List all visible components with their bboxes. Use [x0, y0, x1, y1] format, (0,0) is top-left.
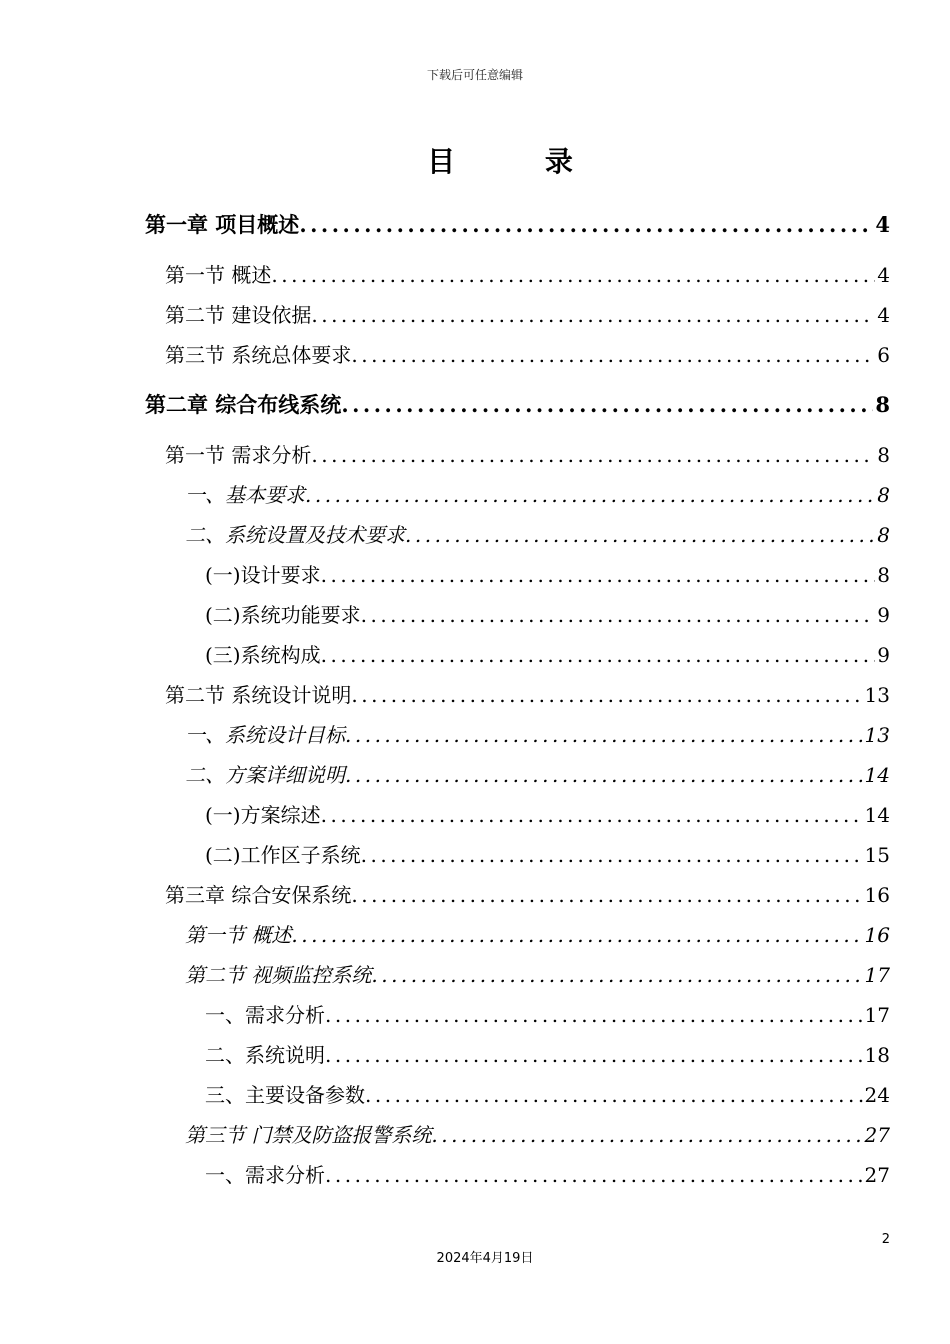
toc-entry[interactable]	[185, 1121, 890, 1149]
toc-leader-dots	[431, 1121, 862, 1149]
toc-entry-page: 27	[864, 1123, 890, 1147]
toc-leader-dots	[365, 1081, 863, 1109]
toc-leader-dots	[311, 301, 875, 329]
toc-entry-label: 三、主要设备参数	[205, 1083, 365, 1107]
toc-leader-dots	[291, 921, 862, 949]
toc-entry[interactable]	[205, 601, 890, 629]
toc-entry[interactable]	[185, 921, 890, 949]
toc-entry[interactable]	[165, 301, 890, 329]
toc-leader-dots	[321, 561, 876, 589]
toc-entry-page: 4	[877, 303, 890, 327]
toc-entry[interactable]	[205, 1001, 890, 1029]
toc-entry[interactable]	[205, 1081, 890, 1109]
toc-entry-label: 第三节 门禁及防盗报警系统	[185, 1123, 432, 1147]
toc-entry-page: 17	[864, 1003, 890, 1027]
toc-leader-dots	[299, 211, 873, 239]
toc-entry-page: 16	[864, 883, 890, 907]
toc-entry-label: 第一章 项目概述	[145, 212, 300, 237]
toc-leader-dots	[325, 1161, 863, 1189]
toc-entry-page: 9	[877, 643, 890, 667]
toc-leader-dots	[351, 681, 862, 709]
toc-entry-page: 16	[864, 923, 890, 947]
toc-entry[interactable]	[205, 1041, 890, 1069]
toc-entry-page: 4	[875, 212, 890, 237]
toc-entry-label: 第一节 概述	[165, 263, 272, 287]
toc-entry-label: 第二节 建设依据	[165, 303, 312, 327]
toc-leader-dots	[325, 1001, 863, 1029]
toc-entry[interactable]	[165, 881, 890, 909]
toc-entry-label: (三)系统构成	[205, 643, 321, 667]
toc-entry[interactable]	[185, 521, 890, 549]
toc-entry-label: 一、基本要求	[185, 483, 305, 507]
toc-entry-page: 14	[864, 763, 890, 787]
toc-entry-label: 一、系统设计目标	[185, 723, 345, 747]
toc-entry-label: (一)设计要求	[205, 563, 321, 587]
toc-leader-dots	[325, 1041, 863, 1069]
toc-entry-page: 8	[875, 392, 890, 417]
toc-entry-label: 二、系统说明	[205, 1043, 325, 1067]
toc-leader-dots	[351, 881, 862, 909]
toc-leader-dots	[345, 721, 863, 749]
toc-entry-page: 13	[864, 723, 890, 747]
toc-entry[interactable]	[165, 261, 890, 289]
toc-entry-label: 第二节 系统设计说明	[165, 683, 352, 707]
toc-entry-page: 6	[877, 343, 890, 367]
toc-leader-dots	[405, 521, 875, 549]
toc-entry[interactable]	[165, 681, 890, 709]
toc-entry-label: 二、方案详细说明	[185, 763, 345, 787]
toc-entry[interactable]	[165, 341, 890, 369]
toc-entry[interactable]	[205, 841, 890, 869]
toc-entry[interactable]	[205, 641, 890, 669]
toc-entry-page: 8	[877, 483, 890, 507]
toc-entry[interactable]	[145, 211, 890, 239]
toc-entry-page: 13	[864, 683, 890, 707]
toc-leader-dots	[351, 341, 875, 369]
toc-leader-dots	[321, 801, 863, 829]
toc-entry-page: 9	[877, 603, 890, 627]
page-number: 2	[881, 1232, 890, 1247]
toc-entry-page: 17	[864, 963, 890, 987]
toc-leader-dots	[361, 841, 863, 869]
toc-entry-label: (二)系统功能要求	[205, 603, 361, 627]
toc-entry[interactable]	[145, 391, 890, 419]
toc-leader-dots	[321, 641, 876, 669]
toc-entry-label: 第三节 系统总体要求	[165, 343, 352, 367]
toc-entry-label: 第二节 视频监控系统	[185, 963, 372, 987]
toc-leader-dots	[361, 601, 876, 629]
footer-date: 2024年4月19日	[436, 1251, 534, 1266]
toc-entry-label: 二、系统设置及技术要求	[185, 523, 405, 547]
toc-entry-label: 一、需求分析	[205, 1003, 325, 1027]
page-header: 下载后可任意编辑	[426, 68, 523, 82]
toc-entry-label: 第一节 需求分析	[165, 443, 312, 467]
toc-entry-page: 14	[864, 803, 890, 827]
toc-leader-dots	[271, 261, 875, 289]
toc-entry-label: (一)方案综述	[205, 803, 321, 827]
toc-entry-page: 15	[864, 843, 890, 867]
toc-leader-dots	[311, 441, 875, 469]
toc-entry[interactable]	[185, 961, 890, 989]
toc-entry-label: 一、需求分析	[205, 1163, 325, 1187]
toc-entry-page: 27	[864, 1163, 890, 1187]
toc-entry-page: 4	[877, 263, 890, 287]
toc-leader-dots	[345, 761, 863, 789]
toc-entry-page: 8	[877, 523, 890, 547]
toc-leader-dots	[305, 481, 875, 509]
toc-entry[interactable]	[205, 1161, 890, 1189]
toc-title: 目 录	[427, 145, 613, 178]
toc-entry-label: 第三章 综合安保系统	[165, 883, 352, 907]
toc-entry-page: 8	[877, 443, 890, 467]
toc-leader-dots	[341, 391, 873, 419]
toc-entry[interactable]	[185, 761, 890, 789]
toc-entry[interactable]	[185, 721, 890, 749]
toc-entry-page: 24	[864, 1083, 890, 1107]
toc-entry[interactable]	[165, 441, 890, 469]
toc-entry-label: (二)工作区子系统	[205, 843, 361, 867]
toc-entry-label: 第一节 概述	[185, 923, 292, 947]
toc-entry[interactable]	[185, 481, 890, 509]
toc-leader-dots	[371, 961, 862, 989]
toc-entry-label: 第二章 综合布线系统	[145, 392, 342, 417]
toc-entry[interactable]	[205, 801, 890, 829]
toc-entry-page: 18	[864, 1043, 890, 1067]
toc-entry-page: 8	[877, 563, 890, 587]
toc-entry[interactable]	[205, 561, 890, 589]
